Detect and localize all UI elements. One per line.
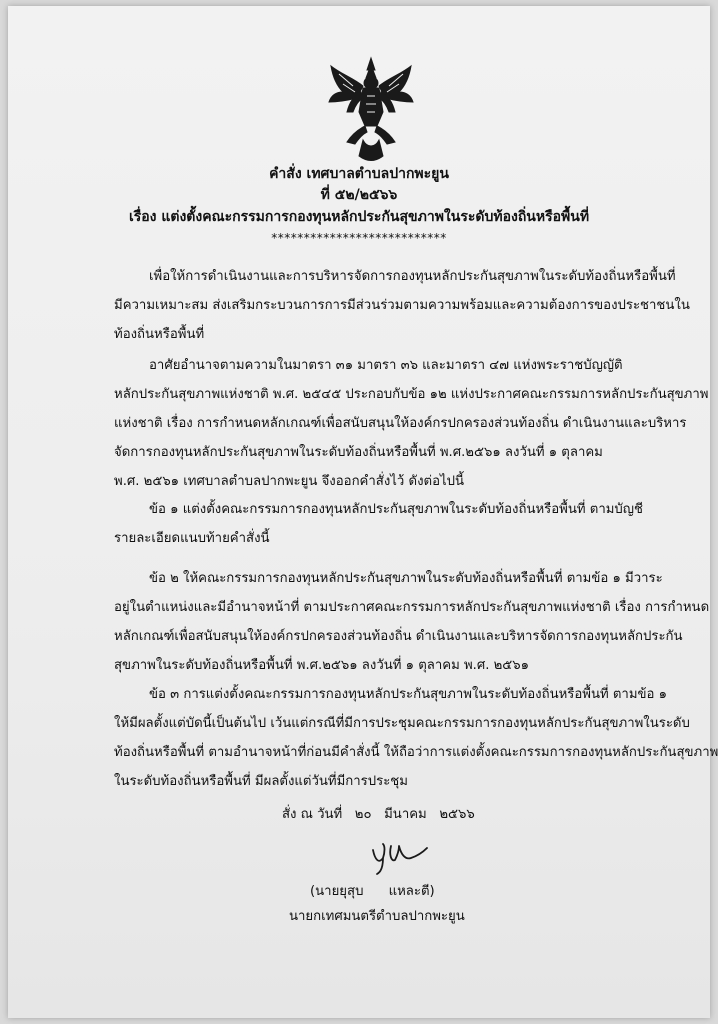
- paragraph-line: อาศัยอำนาจตามความในมาตรา ๓๑ มาตรา ๓๖ และมาตรา ๔๗ แห่งพระราชบัญญัติ: [149, 358, 623, 373]
- date-line: สั่ง ณ วันที่ ๒๐ มีนาคม ๒๕๖๖: [282, 807, 475, 822]
- paragraph-line: อยู่ในตำแหน่งและมีอำนาจหน้าที่ ตามประกาศคณะกรรมการหลักประกันสุขภาพแห่งชาติ เรื่อง การกำหนด: [114, 600, 710, 615]
- paragraph-line: หลักประกันสุขภาพแห่งชาติ พ.ศ. ๒๕๔๕ ประกอบกับข้อ ๑๒ แห่งประกาศคณะกรรมการหลักประกันสุขภาพ: [114, 387, 709, 402]
- document-number: ที่ ๕๒/๒๕๖๖: [320, 187, 398, 203]
- paragraph-clause-2: [114, 564, 710, 680]
- paragraph-line: ท้องถิ่นหรือพื้นที่ ตามอำนาจหน้าที่ก่อนมีคำสั่งนี้ ให้ถือว่าการแต่งตั้งคณะกรรมการกองทุนหลักประกันสุขภาพ: [114, 745, 718, 760]
- paragraph-purpose: [114, 262, 690, 349]
- signatory-position: นายกเทศมนตรีตำบลปากพะยูน: [289, 909, 465, 924]
- paragraph-line: ท้องถิ่นหรือพื้นที่: [114, 327, 205, 342]
- paragraph-line: ในระดับท้องถิ่นหรือพื้นที่ มีผลตั้งแต่วันที่มีการประชุม: [114, 774, 408, 789]
- paragraph-line: แห่งชาติ เรื่อง การกำหนดหลักเกณฑ์เพื่อสนับสนุนให้องค์กรปกครองส่วนท้องถิ่น ดำเนินงานและบริหาร: [114, 416, 687, 431]
- document-subject: เรื่อง แต่งตั้งคณะกรรมการกองทุนหลักประกันสุขภาพในระดับท้องถิ่นหรือพื้นที่: [128, 209, 590, 225]
- signatory-name: (นายยุสุบ แหละตี): [310, 884, 435, 899]
- document-title: คำสั่ง เทศบาลตำบลปากพะยูน: [269, 166, 449, 182]
- handwritten-signature: [365, 838, 435, 878]
- paragraph-line: สุขภาพในระดับท้องถิ่นหรือพื้นที่ พ.ศ.๒๕๖๑ ลงวันที่ ๑ ตุลาคม พ.ศ. ๒๕๖๑: [114, 658, 530, 673]
- paragraph-line: จัดการกองทุนหลักประกันสุขภาพในระดับท้องถิ่นหรือพื้นที่ พ.ศ.๒๕๖๑ ลงวันที่ ๑ ตุลาคม: [114, 445, 603, 460]
- paragraph-line: หลักเกณฑ์เพื่อสนับสนุนให้องค์กรปกครองส่วนท้องถิ่น ดำเนินงานและบริหารจัดการกองทุนหลักประกัน: [114, 629, 683, 644]
- paragraph-clause-3: [114, 680, 718, 796]
- paragraph-line: พ.ศ. ๒๕๖๑ เทศบาลตำบลปากพะยูน จึงออกคำสั่งไว้ ดังต่อไปนี้: [114, 474, 465, 489]
- paragraph-clause-1: [114, 495, 670, 553]
- paragraph-line: เพื่อให้การดำเนินงานและการบริหารจัดการกองทุนหลักประกันสุขภาพในระดับท้องถิ่นหรือพื้นที่: [149, 269, 676, 284]
- separator: ***************************: [271, 231, 447, 245]
- paragraph-line: ให้มีผลตั้งแต่บัดนี้เป็นต้นไป เว้นแต่กรณีที่มีการประชุมคณะกรรมการกองทุนหลักประกันสุขภาพในระดับ: [114, 716, 690, 731]
- paragraph-line: มีความเหมาะสม ส่งเสริมกระบวนการการมีส่วนร่วมตามความพร้อมและความต้องการของประชาชนใน: [114, 298, 690, 313]
- paragraph-line: ข้อ ๑ แต่งตั้งคณะกรรมการกองทุนหลักประกันสุขภาพในระดับท้องถิ่นหรือพื้นที่ ตามบัญชี: [149, 502, 643, 517]
- paragraph-line: ข้อ ๒ ให้คณะกรรมการกองทุนหลักประกันสุขภาพในระดับท้องถิ่นหรือพื้นที่ ตามข้อ ๑ มีวาระ: [149, 571, 663, 586]
- paragraph-line: รายละเอียดแนบท้ายคำสั่งนี้: [114, 531, 270, 546]
- paragraph-authority: [114, 351, 709, 496]
- paragraph-line: ข้อ ๓ การแต่งตั้งคณะกรรมการกองทุนหลักประกันสุขภาพในระดับท้องถิ่นหรือพื้นที่ ตามข้อ ๑: [149, 687, 668, 702]
- garuda-emblem-icon: [323, 56, 419, 164]
